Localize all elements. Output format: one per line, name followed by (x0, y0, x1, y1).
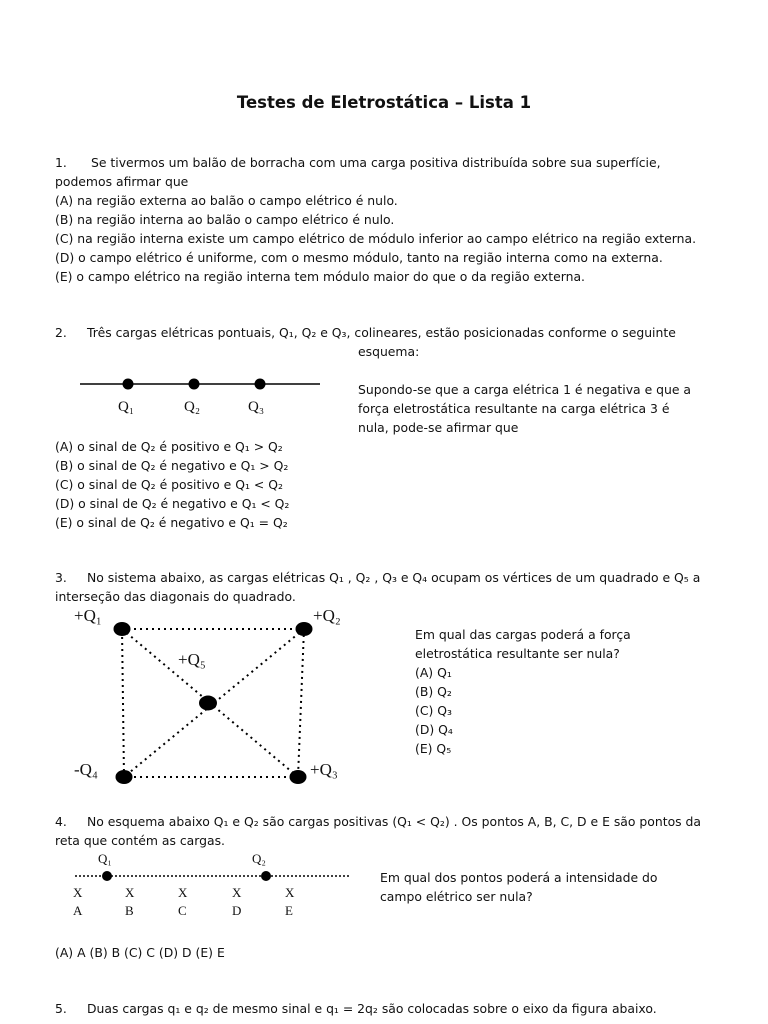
charge-label-q2: +Q₂ (313, 606, 341, 625)
option-d: (D) Q₄ (415, 722, 453, 737)
option-a: (A) Q₁ (415, 665, 452, 680)
point-mark: X (178, 885, 188, 900)
side-text: Supondo-se que a carga elétrica 1 é negativa e que a (358, 382, 692, 397)
option-a: (A) na região externa ao balão o campo elétrico é nulo. (55, 193, 398, 208)
question-text: Três cargas elétricas pontuais, Q₁, Q₂ e Q₃, colineares, estão posicionadas conforme o seguinte (87, 325, 676, 340)
question-number: 2. (55, 325, 67, 340)
option-b: (B) na região interna ao balão o campo elétrico é nulo. (55, 212, 395, 227)
point-label-b: B (125, 903, 134, 918)
charge-label-q1: +Q₁ (74, 606, 102, 625)
option-b: (B) o sinal de Q₂ é negativo e Q₁ > Q₂ (55, 458, 289, 473)
question-text: No sistema abaixo, as cargas elétricas Q₁ , Q₂ , Q₃ e Q₄ ocupam os vértices de um quadrado e Q₅ a (87, 570, 701, 585)
question-text: reta que contém as cargas. (55, 833, 225, 848)
answer-options: (A) A (B) B (C) C (D) D (E) E (55, 945, 225, 960)
question-number: 5. (55, 1001, 67, 1016)
question-text: No esquema abaixo Q₁ e Q₂ são cargas positivas (Q₁ < Q₂) . Os pontos A, B, C, D e E são pontos da (87, 814, 702, 829)
option-d: (D) o sinal de Q₂ é negativo e Q₁ < Q₂ (55, 496, 290, 511)
question-text: Se tivermos um balão de borracha com uma carga positiva distribuída sobre sua superfície, (91, 155, 661, 170)
point-mark: X (73, 885, 83, 900)
charge-label-q2: Q₂ (252, 851, 266, 866)
charge-label-q5: +Q₅ (178, 650, 206, 669)
option-e: (E) o campo elétrico na região interna tem módulo maior do que o da região externa. (55, 269, 585, 284)
charge-label-q3: +Q₃ (310, 760, 338, 779)
point-mark: X (125, 885, 135, 900)
charge-label-q3: Q₃ (248, 399, 265, 415)
charge-q2-dot (261, 871, 271, 881)
side-text: Em qual dos pontos poderá a intensidade do (380, 870, 658, 885)
side-text: Em qual das cargas poderá a força (415, 627, 631, 642)
point-label-d: D (232, 903, 242, 918)
point-mark: X (285, 885, 295, 900)
option-c: (C) Q₃ (415, 703, 452, 718)
question-text: interseção das diagonais do quadrado. (55, 589, 296, 604)
option-b: (B) Q₂ (415, 684, 452, 699)
charge-label-q4: -Q₄ (74, 760, 98, 779)
charge-label-q2: Q₂ (184, 399, 201, 415)
point-label-a: A (73, 903, 83, 918)
side-text: campo elétrico ser nula? (380, 889, 533, 904)
point-label-e: E (285, 903, 293, 918)
question-number: 3. (55, 570, 67, 585)
question-number: 1. (55, 155, 67, 170)
option-a: (A) o sinal de Q₂ é positivo e Q₁ > Q₂ (55, 439, 283, 454)
option-c: (C) na região interna existe um campo elétrico de módulo inferior ao campo elétrico na região externa. (55, 231, 697, 246)
side-text: nula, pode-se afirmar que (358, 420, 519, 435)
side-text: força eletrostática resultante na carga elétrica 3 é (358, 401, 670, 416)
side-text: eletrostática resultante ser nula? (415, 646, 620, 661)
charge-label-q1: Q₁ (118, 399, 135, 415)
option-d: (D) o campo elétrico é uniforme, com o mesmo módulo, tanto na região interna como na externa. (55, 250, 663, 265)
option-e: (E) o sinal de Q₂ é negativo e Q₁ = Q₂ (55, 515, 288, 530)
page-title: Testes de Eletrostática – Lista 1 (236, 93, 532, 112)
point-mark: X (232, 885, 242, 900)
point-label-c: C (178, 903, 187, 918)
option-c: (C) o sinal de Q₂ é positivo e Q₁ < Q₂ (55, 477, 283, 492)
charge-q1-dot (102, 871, 112, 881)
question-number: 4. (55, 814, 67, 829)
question-text: Duas cargas q₁ e q₂ de mesmo sinal e q₁ = 2q₂ são colocadas sobre o eixo da figura abaixo. (87, 1001, 657, 1016)
option-e: (E) Q₅ (415, 741, 452, 756)
question-text: podemos afirmar que (55, 174, 189, 189)
question-text: esquema: (358, 344, 420, 359)
charge-label-q1: Q₁ (98, 851, 112, 866)
